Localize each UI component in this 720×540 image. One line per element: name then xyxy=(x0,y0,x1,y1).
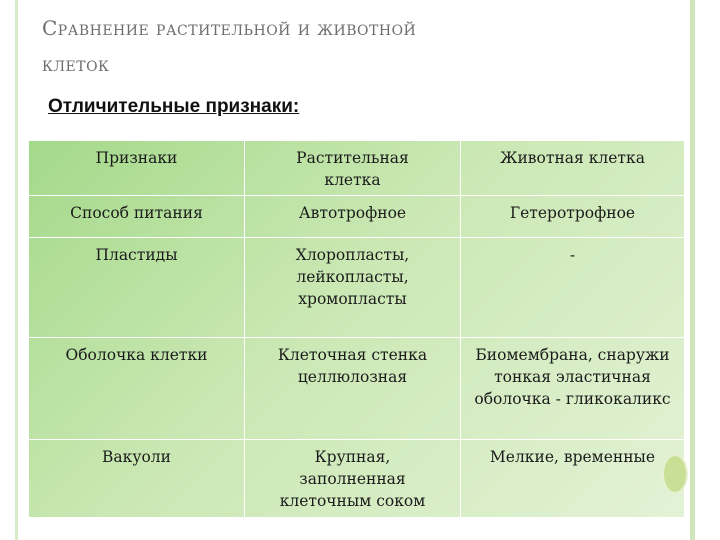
header-cell-animal-cell: Животная клетка xyxy=(461,141,685,196)
header-cell-plant-cell: Растительная клетка xyxy=(245,141,461,196)
slide-subtitle: Отличительные признаки: xyxy=(48,96,300,117)
table-cell: Вакуоли xyxy=(29,440,245,518)
right-decorative-line xyxy=(690,0,695,540)
slide-title xyxy=(42,10,682,82)
left-decorative-line xyxy=(15,0,18,540)
table-row xyxy=(29,196,685,238)
table-cell: Хлоропласты, лейкопласты, хромопласты xyxy=(245,238,461,338)
decorative-circle xyxy=(662,454,688,494)
table-cell: Гетеротрофное xyxy=(461,196,685,238)
slide-title-line-1: Сравнение растительной и животной xyxy=(42,16,417,40)
table-cell: Способ питания xyxy=(29,196,245,238)
table-cell: Крупная, заполненная клеточным соком xyxy=(245,440,461,518)
table-row xyxy=(29,440,685,518)
table-cell: Биомембрана, снаружи тонкая эластичная оболочка - гликокаликс xyxy=(461,338,685,440)
table-cell: Мелкие, временные xyxy=(461,440,685,518)
table-header-row xyxy=(29,141,685,196)
table-row xyxy=(29,338,685,440)
table-cell: Пластиды xyxy=(29,238,245,338)
table-row xyxy=(29,238,685,338)
comparison-table xyxy=(28,140,685,518)
header-cell-features: Признаки xyxy=(29,141,245,196)
table-cell: - xyxy=(461,238,685,338)
table-cell: Оболочка клетки xyxy=(29,338,245,440)
table-cell: Клеточная стенка целлюлозная xyxy=(245,338,461,440)
table-cell: Автотрофное xyxy=(245,196,461,238)
slide-title-line-2: клеток xyxy=(42,52,110,76)
